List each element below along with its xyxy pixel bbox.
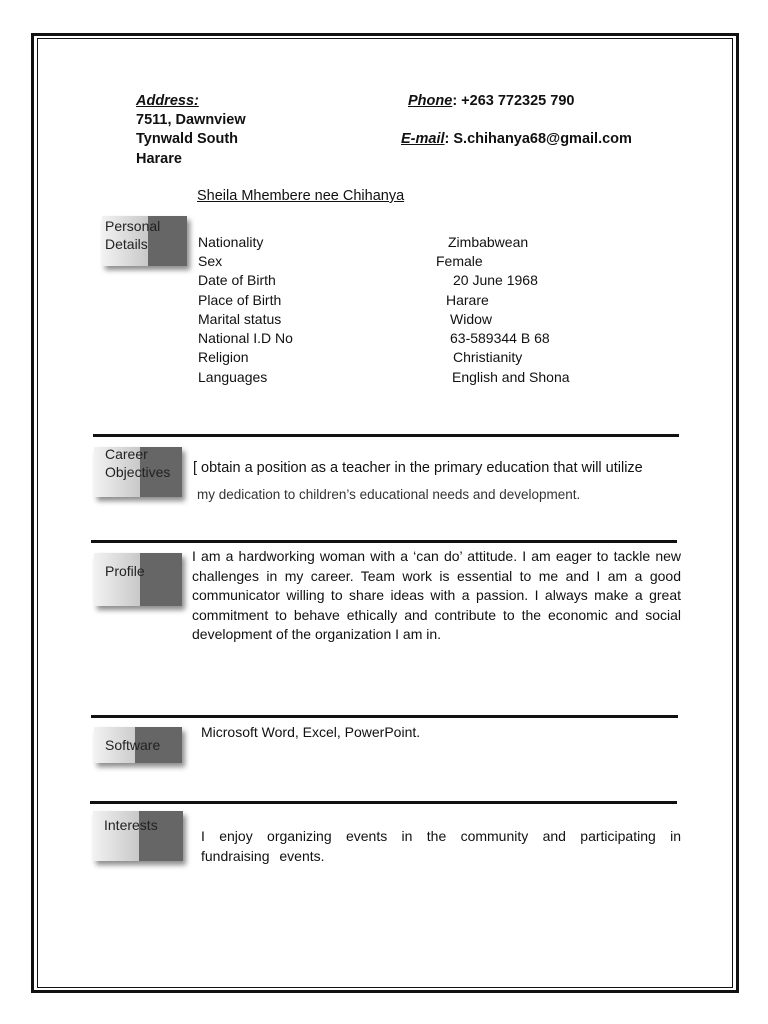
software-label: Software: [105, 737, 161, 753]
career-label-1: Career: [105, 446, 148, 462]
address-line-2: Tynwald South: [136, 131, 239, 147]
pd-label-sex: Sex: [198, 253, 223, 269]
pd-value-dob: 20 June 1968: [453, 272, 538, 288]
software-text: Microsoft Word, Excel, PowerPoint.: [201, 724, 421, 740]
email-value: : S.chihanya68@gmail.com: [444, 131, 632, 147]
full-name: Sheila Mhembere nee Chihanya: [197, 188, 405, 204]
interests-text: I enjoy organizing events in the community and participating in fundraising events.: [201, 828, 681, 864]
career-objective-line-1: [ obtain a position as a teacher in the primary education that will utilize: [193, 460, 643, 476]
profile-tab: [94, 553, 182, 606]
address-line-1: 7511, Dawnview: [136, 112, 246, 128]
phone-value: : +263 772325 790: [452, 93, 575, 109]
address-label: Address:: [136, 93, 199, 109]
pd-label-languages: Languages: [198, 369, 268, 385]
software-tab: [94, 727, 182, 763]
phone: [408, 93, 574, 109]
section-divider-career: [93, 434, 679, 437]
interests-label: Interests: [104, 817, 158, 833]
career-objective-line-2: my dedication to children’s educational needs and development.: [197, 487, 581, 502]
section-divider-profile: [91, 540, 677, 543]
phone-label: Phone: [408, 93, 453, 109]
pd-label-pob: Place of Birth: [198, 292, 282, 308]
email-label: E-mail: [401, 131, 445, 147]
pd-value-sex: Female: [436, 253, 483, 269]
career-objectives-tab: [94, 447, 182, 497]
pd-label-id: National I.D No: [198, 330, 293, 346]
pd-label-marital: Marital status: [198, 311, 282, 327]
pd-value-id: 63-589344 B 68: [450, 330, 550, 346]
profile-label: Profile: [105, 563, 145, 579]
address-line-3: Harare: [136, 151, 182, 167]
pd-value-nationality: Zimbabwean: [448, 234, 529, 250]
personal-details-tab: [102, 216, 187, 266]
personal-details-label-2: Details: [105, 236, 148, 252]
section-divider-software: [91, 715, 678, 718]
pd-value-religion: Christianity: [453, 349, 523, 365]
pd-label-nationality: Nationality: [198, 234, 264, 250]
pd-label-religion: Religion: [198, 349, 249, 365]
interests-tab: [93, 811, 183, 861]
pd-value-languages: English and Shona: [452, 369, 570, 385]
profile-text: I am a hardworking woman with a ‘can do’ attitude. I am eager to tackle new challenges in my career. Team work is essential to me and I am a good communicator willing to share ideas with a passion. I always make a great commitment to behave ethically and contribute to the economic and social development of the organization I am in.: [192, 548, 681, 642]
email: [401, 131, 632, 147]
pd-value-pob: Harare: [446, 292, 489, 308]
personal-details-label-1: Personal: [105, 218, 161, 234]
pd-value-marital: Widow: [450, 311, 493, 327]
section-divider-interests: [90, 801, 677, 804]
pd-label-dob: Date of Birth: [198, 272, 276, 288]
career-label-2: Objectives: [105, 464, 171, 480]
